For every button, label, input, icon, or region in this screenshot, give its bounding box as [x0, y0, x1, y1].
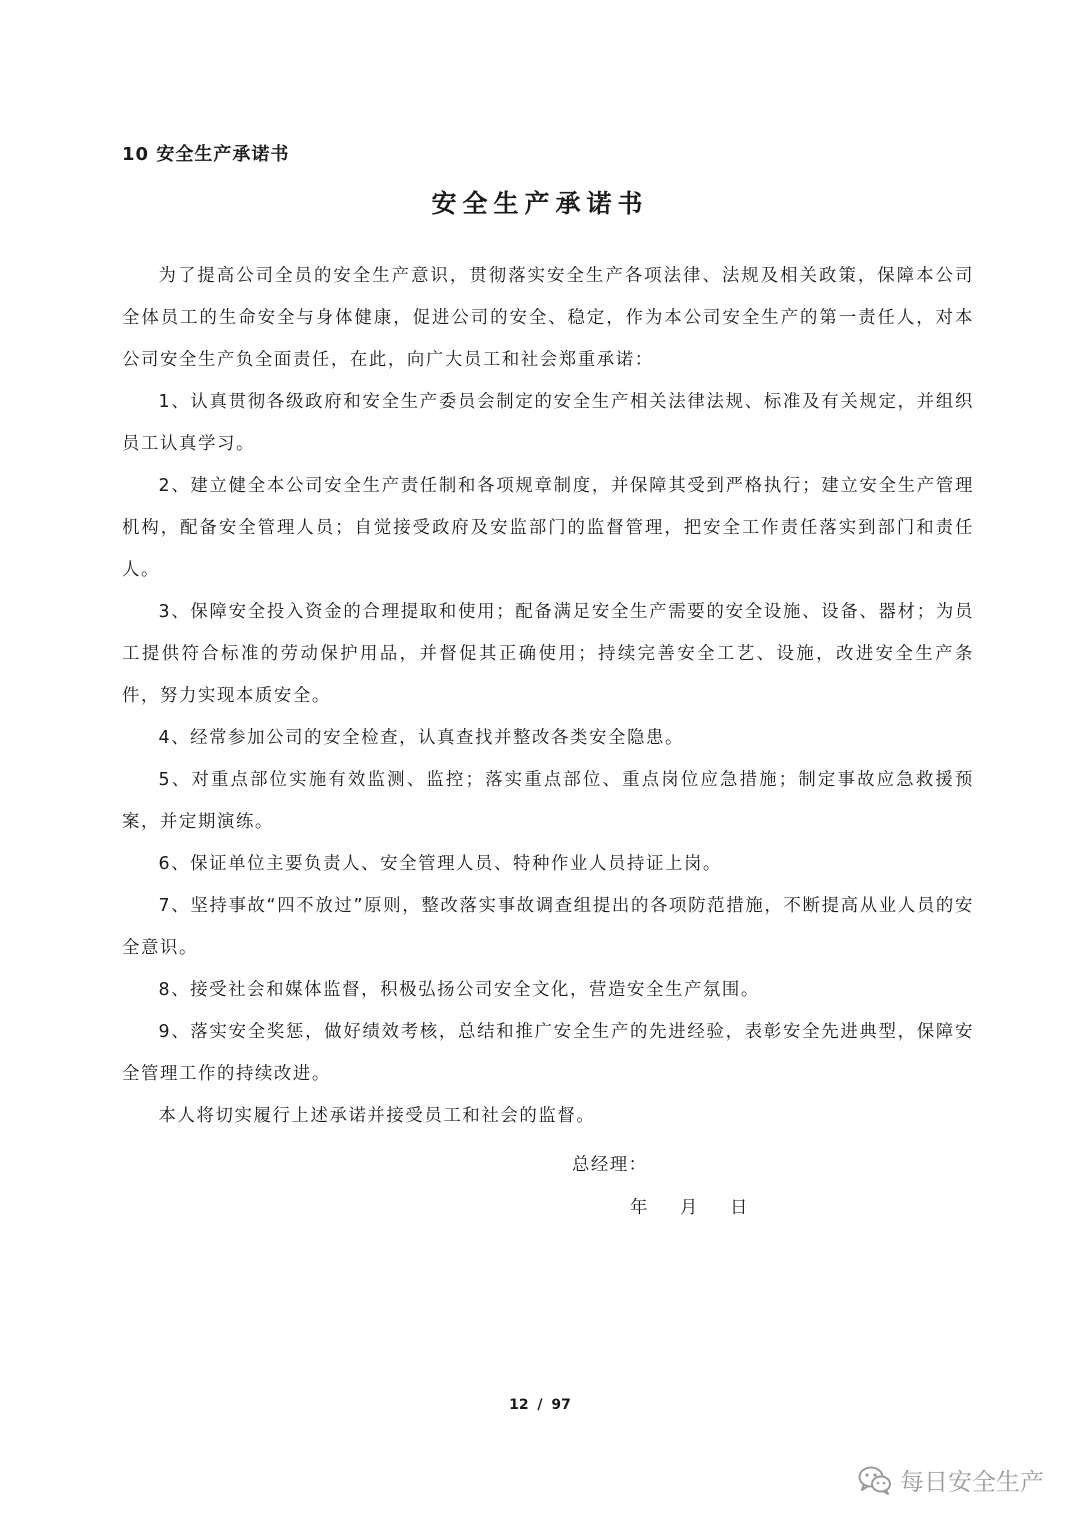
- section-label: 10 安全生产承诺书: [122, 144, 290, 165]
- commitment-item-8: 8、接受社会和媒体监督，积极弘扬公司安全文化，营造安全生产氛围。: [158, 980, 760, 1000]
- commitment-item-4: 4、经常参加公司的安全检查，认真查找并整改各类安全隐患。: [158, 728, 684, 748]
- date-line: [630, 1193, 780, 1218]
- commitment-item-1: 1、认真贯彻各级政府和安全生产委员会制定的安全生产相关法律法规、标准及有关规定，并组织员工认真学习。: [122, 392, 974, 454]
- signature-label: 总经理：: [572, 1155, 648, 1175]
- closing-paragraph: 本人将切实履行上述承诺并接受员工和社会的监督。: [158, 1106, 596, 1126]
- commitment-item-3: 3、保障安全投入资金的合理提取和使用；配备满足安全生产需要的安全设施、设备、器材；为员工提供符合标准的劳动保护用品，并督促其正确使用；持续完善安全工艺、设施，改进安全生产条件，努力实现本质安全。: [122, 602, 974, 706]
- page-number: 12 / 97: [509, 1397, 571, 1413]
- date-year: 年: [630, 1198, 648, 1218]
- watermark: [858, 1462, 1044, 1497]
- commitment-item-5: 5、对重点部位实施有效监测、监控；落实重点部位、重点岗位应急措施；制定事故应急救援预案，并定期演练。: [122, 770, 974, 832]
- commitment-item-2: 2、建立健全本公司安全生产责任制和各项规章制度，并保障其受到严格执行；建立安全生产管理机构，配备安全管理人员；自觉接受政府及安监部门的监督管理，把安全工作责任落实到部门和责任人。: [122, 476, 974, 580]
- document-body: [122, 255, 974, 1137]
- commitment-item-6: 6、保证单位主要负责人、安全管理人员、特种作业人员持证上岗。: [158, 854, 722, 874]
- date-month: 月: [680, 1198, 698, 1218]
- commitment-item-9: 9、落实安全奖惩，做好绩效考核，总结和推广安全生产的先进经验，表彰安全先进典型，保障安全管理工作的持续改进。: [122, 1022, 974, 1084]
- watermark-text: 每日安全生产: [900, 1468, 1044, 1496]
- intro-paragraph: 为了提高公司全员的安全生产意识，贯彻落实安全生产各项法律、法规及相关政策，保障本公司全体员工的生命安全与身体健康，促进公司的安全、稳定，作为本公司安全生产的第一责任人，对本公司安全生产负全面责任，在此，向广大员工和社会郑重承诺：: [122, 266, 974, 370]
- wechat-icon: [858, 1465, 892, 1495]
- document-title: 安全生产承诺书: [431, 189, 649, 218]
- commitment-item-7: 7、坚持事故“四不放过”原则，整改落实事故调查组提出的各项防范措施，不断提高从业人员的安全意识。: [122, 896, 974, 958]
- date-day: 日: [730, 1198, 748, 1218]
